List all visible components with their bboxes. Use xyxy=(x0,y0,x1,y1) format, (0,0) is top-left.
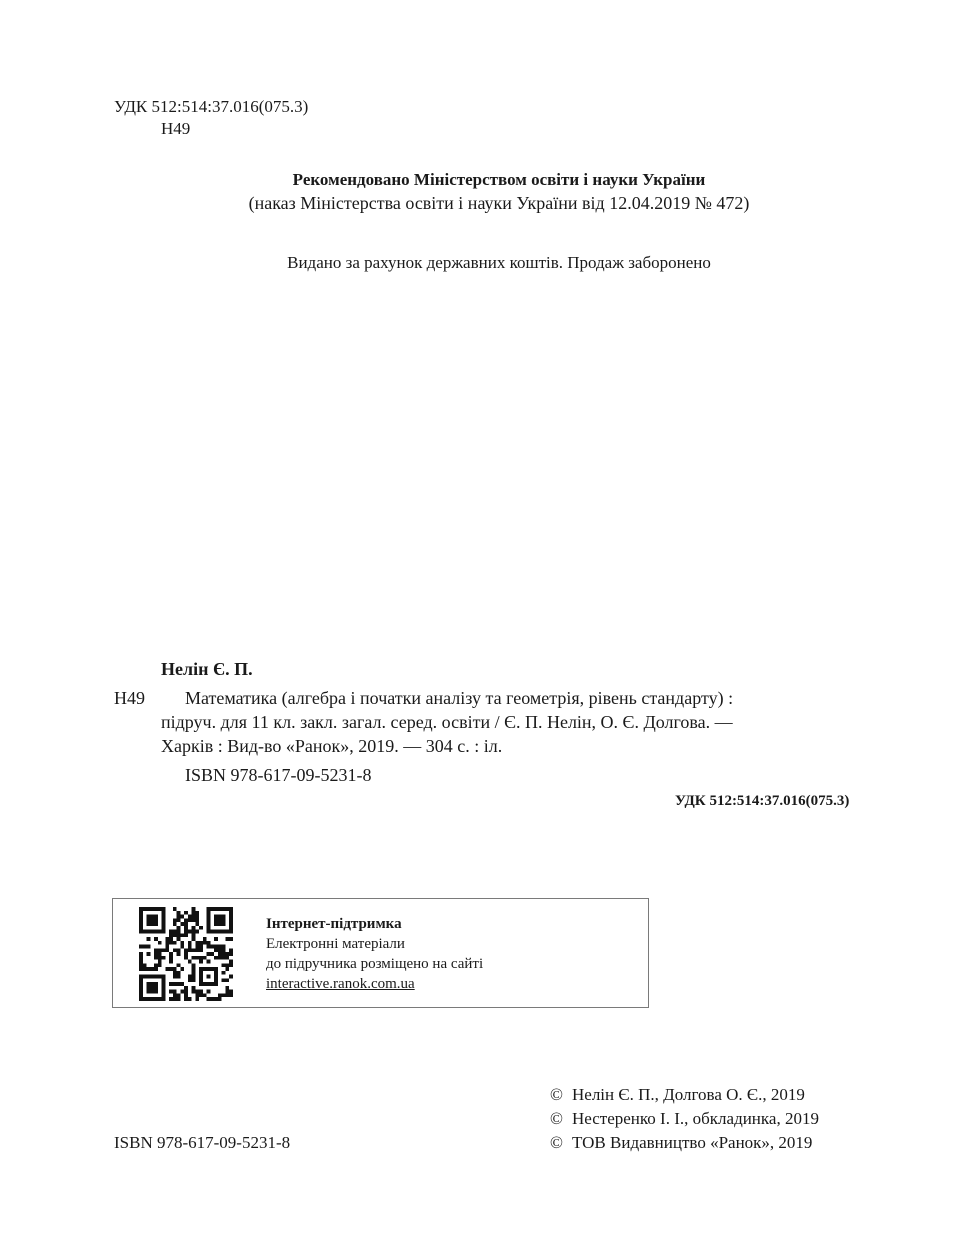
copyright-symbol: © xyxy=(550,1109,563,1128)
internet-support-line-1: Електронні матеріали xyxy=(266,936,405,952)
catalog-line-1: Математика (алгебра і початки аналізу та геометрія, рівень стандарту) : xyxy=(185,688,734,708)
copyright-text: Нелін Є. П., Долгова О. Є., 2019 xyxy=(572,1085,805,1104)
footer-isbn: ISBN 978-617-09-5231-8 xyxy=(114,1133,291,1152)
state-funds-note: Видано за рахунок державних коштів. Продаж заборонено xyxy=(287,253,711,272)
copyright-symbol: © xyxy=(550,1085,563,1104)
recommendation-title: Рекомендовано Міністерством освіти і науки України xyxy=(292,170,706,189)
internet-support-box xyxy=(112,898,649,1008)
catalog-author: Нелін Є. П. xyxy=(161,659,253,679)
copyright-text: ТОВ Видавництво «Ранок», 2019 xyxy=(572,1133,813,1152)
copyright-line-3 xyxy=(550,1132,812,1154)
catalog-line-2: підруч. для 11 кл. закл. загал. серед. освіти / Є. П. Нелін, О. Є. Долгова. — xyxy=(161,712,733,732)
catalog-mark: Н49 xyxy=(114,688,145,708)
copyright-line-1 xyxy=(550,1084,805,1106)
catalog-isbn: ISBN 978-617-09-5231-8 xyxy=(185,765,372,785)
udk-code: УДК 512:514:37.016(075.3) xyxy=(114,97,309,116)
internet-support-title: Інтернет-підтримка xyxy=(266,916,402,932)
qr-code-icon[interactable] xyxy=(139,907,233,1001)
catalog-udk: УДК 512:514:37.016(075.3) xyxy=(675,793,850,809)
recommendation-order: (наказ Міністерства освіти і науки України від 12.04.2019 № 472) xyxy=(248,193,750,213)
internet-support-url[interactable]: interactive.ranok.com.ua xyxy=(266,976,415,992)
internet-support-line-2: до підручника розміщено на сайті xyxy=(266,956,484,972)
copyright-text: Нестеренко І. І., обкладинка, 2019 xyxy=(572,1109,819,1128)
author-mark: Н49 xyxy=(161,119,191,138)
copyright-line-2 xyxy=(550,1108,819,1130)
copyright-symbol: © xyxy=(550,1133,563,1152)
catalog-line-3: Харків : Вид-во «Ранок», 2019. — 304 с. : іл. xyxy=(161,736,503,756)
